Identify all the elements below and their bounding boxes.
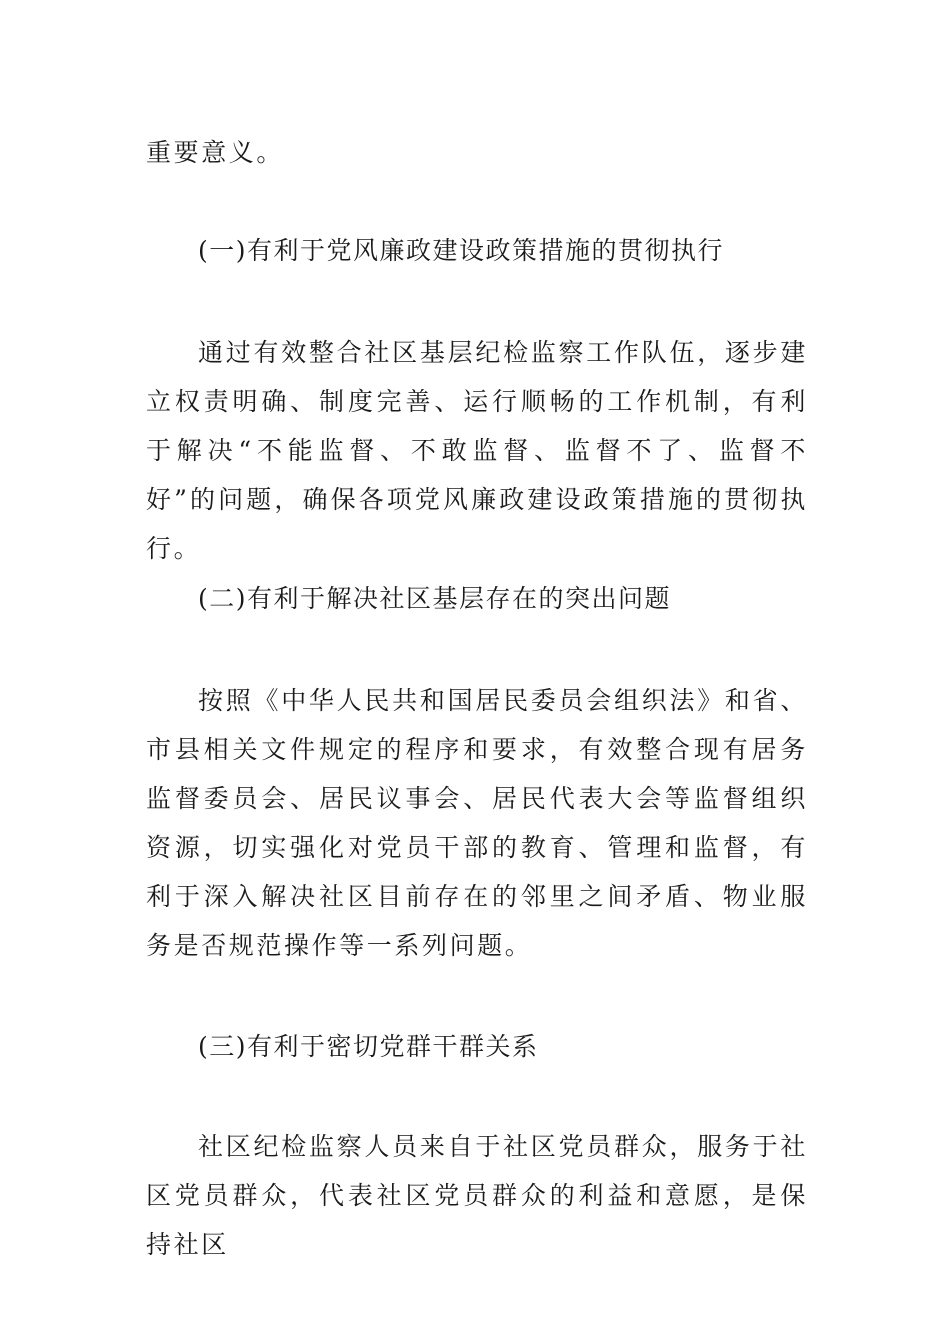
paragraph-continuation: 重要意义。 (146, 138, 285, 167)
paragraph-1: 通过有效整合社区基层纪检监察工作队伍，逐步建立权责明确、制度完善、运行顺畅的工作机制，有利于解决“不能监督、不敢监督、监督不了、监督不好”的问题，确保各项党风廉政建设政策措施的贯彻执行。 (146, 338, 808, 563)
paragraph-2: 按照《中华人民共和国居民委员会组织法》和省、市县相关文件规定的程序和要求，有效整合现有居务监督委员会、居民议事会、居民代表大会等监督组织资源，切实强化对党员干部的教育、管理和监督，有利于深入解决社区目前存在的邻里之间矛盾、物业服务是否规范操作等一系列问题。 (146, 686, 808, 960)
section-heading-2: (二)有利于解决社区基层存在的突出问题 (198, 584, 672, 613)
section-heading-1: (一)有利于党风廉政建设政策措施的贯彻执行 (198, 236, 725, 265)
paragraph-3: 社区纪检监察人员来自于社区党员群众，服务于社区党员群众，代表社区党员群众的利益和意愿，是保持社区 (146, 1132, 808, 1259)
section-heading-3: (三)有利于密切党群干群关系 (198, 1032, 539, 1061)
